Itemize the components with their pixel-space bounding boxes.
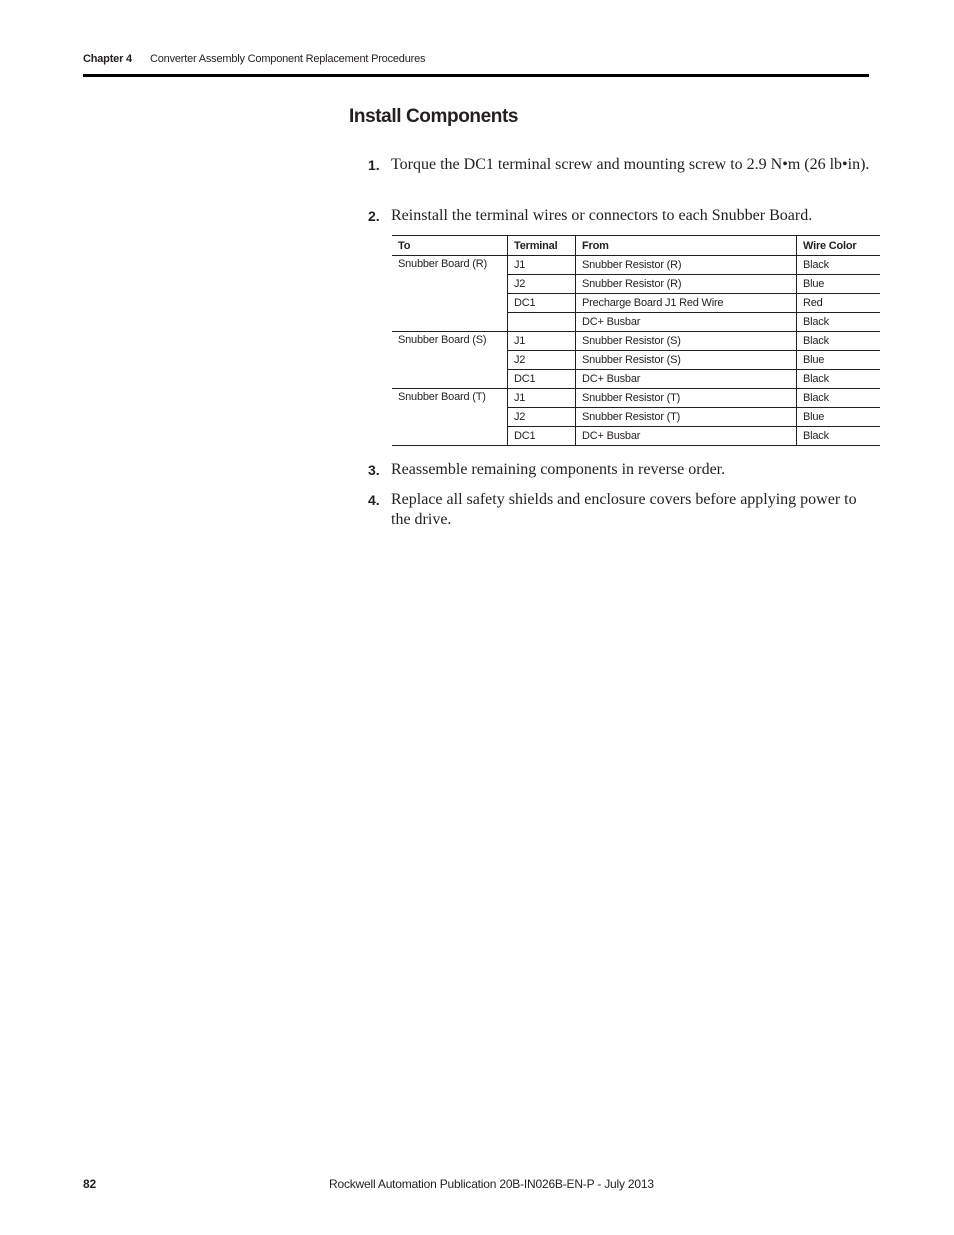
cell-terminal: J2 bbox=[508, 351, 576, 370]
cell-wire-color: Black bbox=[797, 332, 881, 351]
step-1 bbox=[368, 155, 870, 175]
cell-from: Snubber Resistor (T) bbox=[576, 408, 797, 427]
step-text: Reinstall the terminal wires or connectors to each Snubber Board. bbox=[391, 207, 813, 224]
table-row bbox=[392, 332, 880, 351]
cell-terminal: J1 bbox=[508, 332, 576, 351]
column-header-to: To bbox=[392, 236, 508, 256]
cell-from: DC+ Busbar bbox=[576, 370, 797, 389]
column-header-terminal: Terminal bbox=[508, 236, 576, 256]
cell-terminal: J1 bbox=[508, 256, 576, 275]
cell-from: DC+ Busbar bbox=[576, 313, 797, 332]
page-header bbox=[83, 53, 426, 65]
column-header-wire-color: Wire Color bbox=[797, 236, 881, 256]
step-2 bbox=[368, 206, 870, 226]
step-number: 3. bbox=[368, 462, 380, 478]
cell-from: DC+ Busbar bbox=[576, 427, 797, 446]
cell-terminal: DC1 bbox=[508, 294, 576, 313]
cell-from: Snubber Resistor (S) bbox=[576, 332, 797, 351]
table-row bbox=[392, 256, 880, 275]
cell-from: Snubber Resistor (R) bbox=[576, 256, 797, 275]
chapter-title: Converter Assembly Component Replacement Procedures bbox=[150, 53, 426, 65]
section-title: Install Components bbox=[349, 106, 519, 127]
column-header-from: From bbox=[576, 236, 797, 256]
publication-info: Rockwell Automation Publication 20B-IN026B-EN-P - July 2013 bbox=[329, 1177, 654, 1191]
cell-terminal: DC1 bbox=[508, 370, 576, 389]
table-row bbox=[392, 389, 880, 408]
cell-wire-color: Blue bbox=[797, 408, 881, 427]
cell-from: Snubber Resistor (T) bbox=[576, 389, 797, 408]
cell-terminal bbox=[508, 313, 576, 332]
cell-from: Snubber Resistor (S) bbox=[576, 351, 797, 370]
step-number: 1. bbox=[368, 157, 380, 173]
header-rule bbox=[83, 74, 869, 77]
table-header-row bbox=[392, 236, 880, 256]
cell-wire-color: Black bbox=[797, 370, 881, 389]
cell-terminal: J1 bbox=[508, 389, 576, 408]
step-4 bbox=[368, 490, 870, 530]
wiring-table bbox=[392, 235, 880, 446]
cell-to: Snubber Board (R) bbox=[392, 256, 508, 332]
step-3 bbox=[368, 460, 870, 480]
cell-to: Snubber Board (S) bbox=[392, 332, 508, 389]
cell-wire-color: Black bbox=[797, 427, 881, 446]
cell-terminal: J2 bbox=[508, 275, 576, 294]
cell-wire-color: Black bbox=[797, 389, 881, 408]
cell-terminal: DC1 bbox=[508, 427, 576, 446]
cell-wire-color: Blue bbox=[797, 275, 881, 294]
step-text: Replace all safety shields and enclosure covers before applying power to the drive. bbox=[391, 491, 857, 528]
cell-from: Snubber Resistor (R) bbox=[576, 275, 797, 294]
step-number: 4. bbox=[368, 492, 380, 508]
cell-to: Snubber Board (T) bbox=[392, 389, 508, 446]
step-text: Torque the DC1 terminal screw and mounting screw to 2.9 N•m (26 lb•in). bbox=[391, 156, 870, 173]
step-text: Reassemble remaining components in reverse order. bbox=[391, 461, 726, 478]
cell-terminal: J2 bbox=[508, 408, 576, 427]
page-number: 82 bbox=[83, 1177, 96, 1191]
step-number: 2. bbox=[368, 208, 380, 224]
cell-wire-color: Black bbox=[797, 313, 881, 332]
cell-wire-color: Red bbox=[797, 294, 881, 313]
cell-wire-color: Blue bbox=[797, 351, 881, 370]
cell-from: Precharge Board J1 Red Wire bbox=[576, 294, 797, 313]
chapter-label: Chapter 4 bbox=[83, 53, 132, 65]
cell-wire-color: Black bbox=[797, 256, 881, 275]
